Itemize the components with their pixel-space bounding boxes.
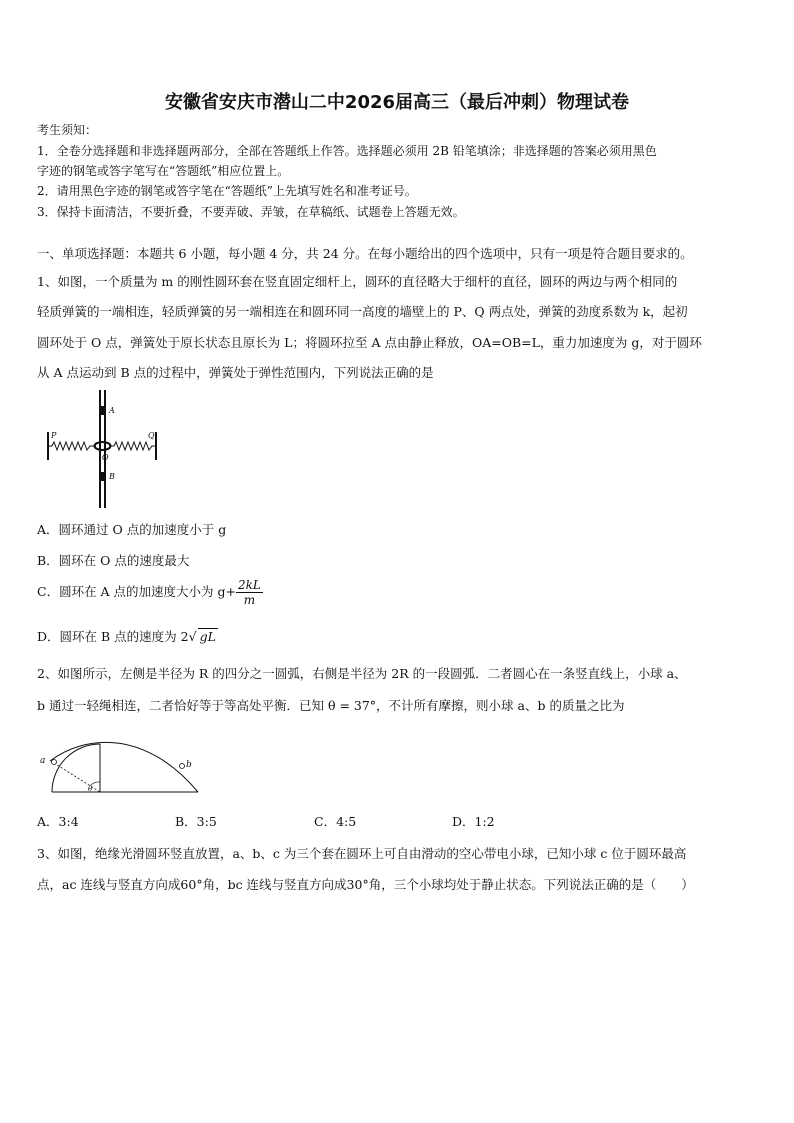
fraction xyxy=(236,578,263,607)
label-p: P xyxy=(51,431,57,440)
notice-heading: 考生须知： xyxy=(37,123,98,137)
label-q: Q xyxy=(148,431,155,440)
sqrt-sign: √ xyxy=(188,629,197,644)
label-ball-b: b xyxy=(186,760,192,770)
q1-option-d xyxy=(37,627,218,645)
q2-option-b: B．3:5 xyxy=(175,814,217,829)
label-ball-a: a xyxy=(40,756,46,766)
notice-item-3: 3．保持卡面清洁，不要折叠，不要弄破、弄皱，在草稿纸、试题卷上答题无效。 xyxy=(37,205,465,219)
sqrt-content: gL xyxy=(199,629,216,644)
q2-option-c: C．4:5 xyxy=(314,814,357,829)
question-2-line-2: b 通过一轻绳相连，二者恰好等于等高处平衡．已知 θ = 37°，不计所有摩擦，则小球 a、b 的质量之比为 xyxy=(37,698,625,713)
arc-figure xyxy=(36,730,206,798)
label-o: O xyxy=(102,453,109,462)
question-3-line-2: 点，ac 连线与竖直方向成60°角，bc 连线与竖直方向成30°角，三个小球均处于静止状态。下列说法正确的是（ ） xyxy=(37,877,694,892)
q1-option-d-text: D．圆环在 B 点的速度为 2 xyxy=(37,629,189,644)
notice-item-1-cont: 字迹的钢笔或答字笔写在“答题纸”相应位置上。 xyxy=(37,164,290,178)
notice-item-2: 2．请用黑色字迹的钢笔或答字笔在“答题纸”上先填写姓名和准考证号。 xyxy=(37,184,417,198)
fraction-denominator: m xyxy=(243,593,256,607)
label-theta: θ xyxy=(88,785,93,793)
label-b: B xyxy=(109,472,115,481)
q1-option-a: A．圆环通过 O 点的加速度小于 g xyxy=(37,522,227,537)
q2-option-d: D．1:2 xyxy=(452,814,495,829)
question-1-line-2: 轻质弹簧的一端相连，轻质弹簧的另一端相连在和圆环同一高度的墙壁上的 P、Q 两点处，弹簧的劲度系数为 k，起初 xyxy=(37,304,688,319)
question-1-line-1: 1、如图，一个质量为 m 的刚性圆环套在竖直固定细杆上，圆环的直径略大于细杆的直径，圆环的两边与两个相同的 xyxy=(37,274,678,289)
question-1-line-3: 圆环处于 O 点，弹簧处于原长状态且原长为 L；将圆环拉至 A 点由静止释放，OA=OB=L，重力加速度为 g，对于圆环 xyxy=(37,335,702,350)
q1-option-c xyxy=(37,578,263,607)
fraction-numerator: 2kL xyxy=(238,578,261,592)
question-2-line-1: 2、如图所示，左侧是半径为 R 的四分之一圆弧，右侧是半径为 2R 的一段圆弧．二者圆心在一条竖直线上，小球 a、 xyxy=(37,666,687,681)
q1-option-b: B．圆环在 O 点的速度最大 xyxy=(37,553,190,568)
section-heading: 一、单项选择题：本题共 6 小题，每小题 4 分，共 24 分。在每小题给出的四个选项中，只有一项是符合题目要求的。 xyxy=(37,246,693,261)
question-1-line-4: 从 A 点运动到 B 点的过程中，弹簧处于弹性范围内，下列说法正确的是 xyxy=(37,365,434,380)
page-title: 安徽省安庆市潜山二中2026届高三（最后冲刺）物理试卷 xyxy=(164,92,630,113)
q2-option-a: A．3:4 xyxy=(37,814,79,829)
question-3-line-1: 3、如图，绝缘光滑圆环竖直放置，a、b、c 为三个套在圆环上可自由滑动的空心带电小球，已知小球 c 位于圆环最高 xyxy=(37,846,687,861)
ring-spring-figure xyxy=(40,388,170,510)
label-a: A xyxy=(109,406,115,415)
notice-item-1: 1．全卷分选择题和非选择题两部分，全部在答题纸上作答。选择题必须用 2B 铅笔填涂；非选择题的答案必须用黑色 xyxy=(37,144,657,158)
q1-option-c-text: C．圆环在 A 点的加速度大小为 g+ xyxy=(37,584,236,599)
